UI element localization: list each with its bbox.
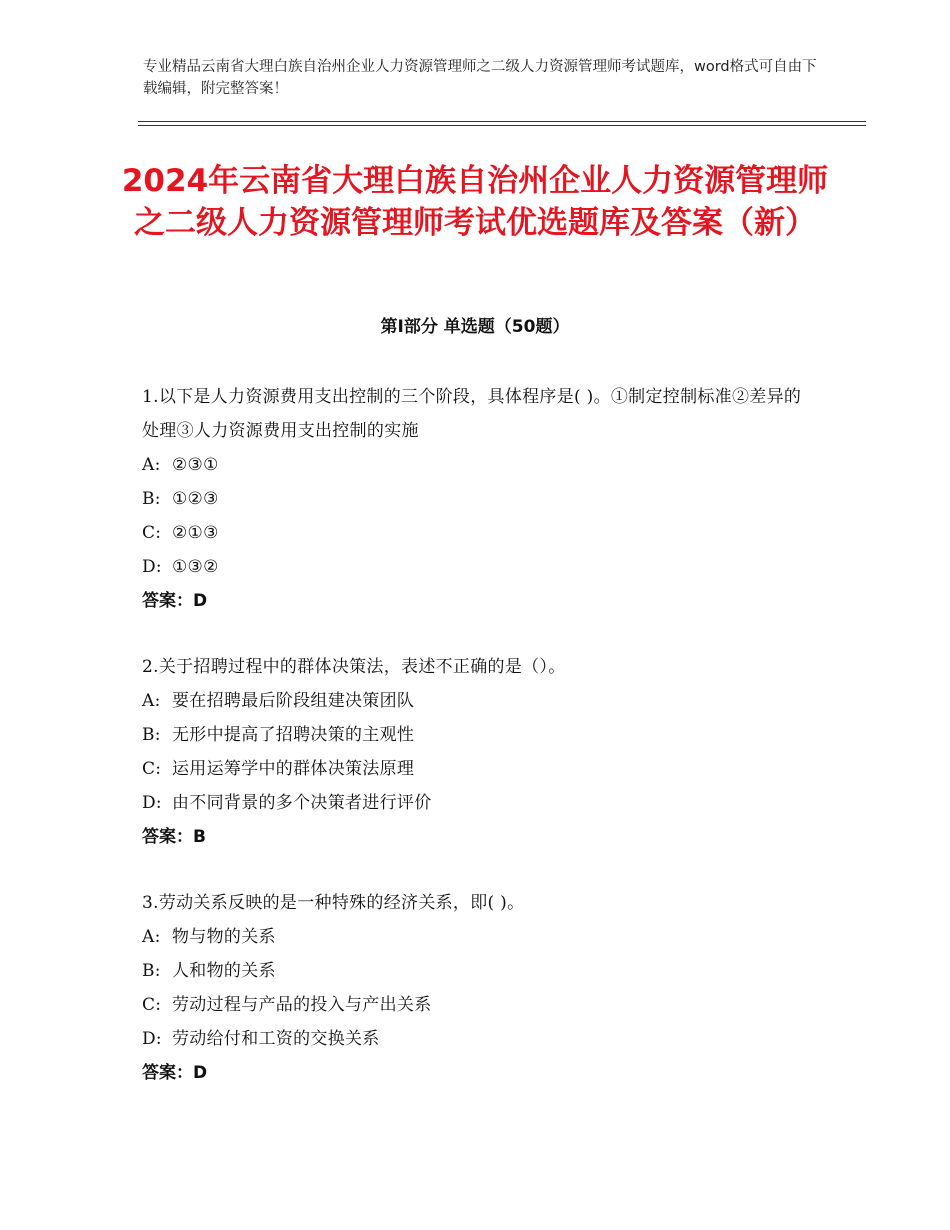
option-a <box>142 920 807 954</box>
option-text: 劳动过程与产品的投入与产出关系 <box>172 995 432 1015</box>
option-text: 劳动给付和工资的交换关系 <box>172 1029 380 1049</box>
question-3 <box>142 886 807 1090</box>
question-2 <box>142 650 807 854</box>
question-stem: 1.以下是人力资源费用支出控制的三个阶段，具体程序是( )。①制定控制标准②差异的处理③人力资源费用支出控制的实施 <box>142 387 802 441</box>
answer: 答案：D <box>142 591 208 611</box>
option-b <box>142 954 807 988</box>
option-text: ②①③ <box>172 523 219 543</box>
question-stem: 2.关于招聘过程中的群体决策法，表述不正确的是（）。 <box>142 657 566 677</box>
option-text: 运用运筹学中的群体决策法原理 <box>172 759 415 779</box>
option-text: ②③① <box>172 455 219 475</box>
option-a <box>142 448 807 482</box>
answer: 答案：D <box>142 1063 208 1083</box>
option-b <box>142 482 807 516</box>
option-text: 由不同背景的多个决策者进行评价 <box>172 793 432 813</box>
option-key: A: <box>142 691 161 711</box>
question-stem: 3.劳动关系反映的是一种特殊的经济关系，即( )。 <box>142 893 525 913</box>
option-d <box>142 1022 807 1056</box>
option-text: 人和物的关系 <box>172 961 276 981</box>
option-d <box>142 550 807 584</box>
option-key: D: <box>142 1029 162 1049</box>
header-rule-bottom <box>138 125 866 126</box>
option-key: C: <box>142 759 162 779</box>
header-note: 专业精品云南省大理白族自治州企业人力资源管理师之二级人力资源管理师考试题库，word格式可自由下载编辑，附完整答案！ <box>143 59 817 97</box>
answer: 答案：B <box>142 827 206 847</box>
option-key: A: <box>142 927 161 947</box>
option-d <box>142 786 807 820</box>
option-key: D: <box>142 557 162 577</box>
option-key: A: <box>142 455 161 475</box>
option-b <box>142 718 807 752</box>
option-key: C: <box>142 523 162 543</box>
option-a <box>142 684 807 718</box>
option-text: 物与物的关系 <box>172 927 276 947</box>
option-c <box>142 988 807 1022</box>
option-text: 无形中提高了招聘决策的主观性 <box>172 725 415 745</box>
option-c <box>142 516 807 550</box>
option-text: ①③② <box>172 557 219 577</box>
option-key: B: <box>142 961 161 981</box>
option-text: 要在招聘最后阶段组建决策团队 <box>172 691 415 711</box>
header-rule-top <box>138 121 866 122</box>
option-text: ①②③ <box>172 489 219 509</box>
document-title: 2024年云南省大理白族自治州企业人力资源管理师之二级人力资源管理师考试优选题库及答案（新） <box>121 163 829 241</box>
question-list <box>142 380 807 1122</box>
option-c <box>142 752 807 786</box>
option-key: D: <box>142 793 162 813</box>
question-1 <box>142 380 807 618</box>
option-key: B: <box>142 725 161 745</box>
option-key: C: <box>142 995 162 1015</box>
option-key: B: <box>142 489 161 509</box>
section-heading: 第Ⅰ部分 单选题（50题） <box>380 317 570 337</box>
